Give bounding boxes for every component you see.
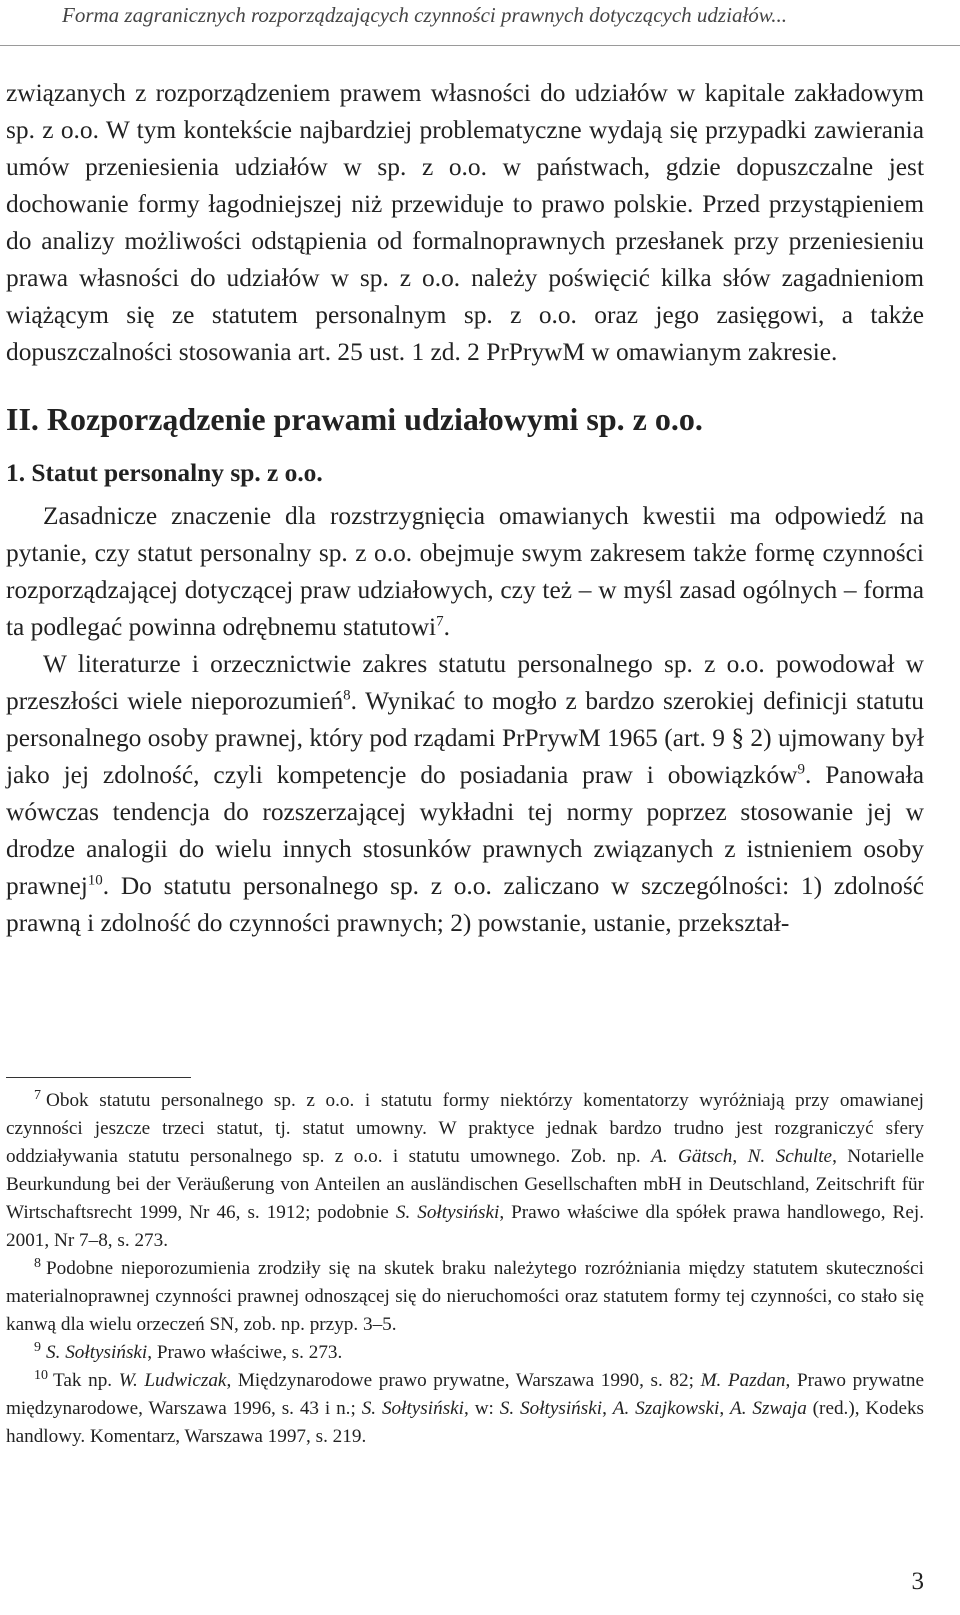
- author-name: S. Sołtysiński: [395, 1202, 500, 1223]
- footnote-text: Tak np.: [53, 1370, 119, 1391]
- footnote-rule: [6, 1077, 191, 1078]
- footnote-text: , Prawo prywatne międzynarodowe, Warszawa 1996, s. 43 i n.;: [6, 1370, 924, 1419]
- author-name: S. Sołtysiński: [361, 1398, 465, 1419]
- footnote-7: [6, 1087, 924, 1255]
- paragraph-text: . Wynikać to mogło z bardzo szerokiej definicji statutu personalnego osoby prawnej, który pod rządami PrPrywM 1965 (art. 9 § 2) ujmowany był jako jej zdolność, czyli kompetencje do posiadania praw i obowiązków: [6, 687, 924, 789]
- footnote-number: 10: [34, 1367, 48, 1383]
- footnote-ref-8[interactable]: 8: [343, 687, 351, 704]
- author-name: S. Sołtysiński: [499, 1398, 603, 1419]
- footnote-number: 7: [34, 1087, 41, 1103]
- paragraph-text: W literaturze i orzecznictwie zakres statutu personalnego sp. z o.o. powodował w przeszłości wiele nieporozumień: [6, 650, 924, 715]
- paragraph-text: . Panowała wówczas tendencja do rozszerzającej wykładni tej normy poprzez stosowanie jej w drodze analogii do wielu innych stosunków prawnych związanych z istnieniem osoby prawnej: [6, 761, 924, 900]
- footnote-text: , Międzynarodowe prawo prywatne, Warszawa 1990, s. 82;: [226, 1370, 701, 1391]
- section-heading: II. Rozporządzenie prawami udziałowymi sp. z o.o.: [6, 401, 703, 437]
- author-name: A. Szwaja: [730, 1398, 807, 1419]
- footnote-text: ,: [719, 1398, 731, 1419]
- footnote-text: , Prawo właściwe, s. 273.: [147, 1342, 343, 1363]
- subsection-heading: 1. Statut personalny sp. z o.o.: [6, 459, 323, 487]
- header-rule: [0, 45, 960, 46]
- footnote-text: ,: [602, 1398, 613, 1419]
- paragraph-intro: związanych z rozporządzeniem prawem własności do udziałów w kapitale zakładowym sp. z o.o. W tym kontekście najbardziej problematyczne wydają się przypadki zawierania umów przeniesienia udziałów w sp. z o.o. w państwach, gdzie dopuszczalne jest dochowanie formy łagodniejszej niż przewiduje to prawo polskie. Przed przystąpieniem do analizy możliwości odstąpienia od formalnoprawnych przesłanek przy przeniesieniu prawa własności do udziałów w sp. z o.o. należy poświęcić kilka słów zagadnieniom wiążącym się ze statutem personalnym sp. z o.o. oraz jego zasięgowi, a także dopuszczalności stosowania art. 25 ust. 1 zd. 2 PrPrywM w omawianym zakresie.: [6, 79, 924, 366]
- main-text: [6, 75, 924, 942]
- footnote-number: 8: [34, 1255, 41, 1271]
- author-name: S. Sołtysiński: [46, 1342, 148, 1363]
- footnote-text: ,: [732, 1146, 748, 1167]
- paragraph-text: . Do statutu personalnego sp. z o.o. zaliczano w szczególności: 1) zdolność prawną i zdolność do czynności prawnych; 2) powstanie, ustanie, przekształ-: [6, 872, 924, 937]
- footnote-text: (red.), Kodeks handlowy. Komentarz, Warszawa 1997, s. 219.: [6, 1398, 925, 1447]
- paragraph-literature: [6, 646, 924, 942]
- footnote-text: , Prawo właściwe dla spółek prawa handlowego, Rej. 2001, Nr 7–8, s. 273.: [6, 1202, 924, 1251]
- footnotes: [6, 1087, 924, 1451]
- footnote-9: [6, 1339, 924, 1367]
- author-name: M. Pazdan: [700, 1370, 786, 1391]
- paragraph-text: Zasadnicze znaczenie dla rozstrzygnięcia omawianych kwestii ma odpowiedź na pytanie, czy statut personalny sp. z o.o. obejmuje swym zakresem także formę czynności rozporządzającej dotyczącej praw udziałowych, czy też – w myśl zasad ogólnych – forma ta podlegać powinna odrębnemu statutowi: [6, 502, 924, 641]
- footnote-text: Podobne nieporozumienia zrodziły się na skutek braku należytego rozróżniania między statutem skuteczności materialnoprawnej czynności prawnej odnoszącej się do nieruchomości oraz statutem formy tej czynności, co stało się kanwą dla wielu orzeczeń SN, zob. np. przyp. 3–5.: [6, 1258, 924, 1335]
- footnote-10: [6, 1367, 924, 1451]
- footnote-text: , Notarielle Beurkundung bei der Veräußerung von Anteilen an ausländischen Gesellschaften mbH in Deutschland, Zeitschrift für Wirtschaftsrecht 1999, Nr 46, s. 1912; podobnie: [6, 1146, 924, 1223]
- author-name: A. Szajkowski: [612, 1398, 720, 1419]
- author-name: A. Gätsch: [651, 1146, 733, 1167]
- paragraph-text: .: [443, 613, 450, 641]
- running-head: Forma zagranicznych rozporządzających czynności prawnych dotyczących udziałów...: [62, 3, 787, 27]
- paragraph-statut: [6, 498, 924, 646]
- author-name: N. Schulte: [747, 1146, 833, 1167]
- footnote-ref-10[interactable]: 10: [87, 872, 103, 889]
- page-number: 3: [911, 1568, 924, 1595]
- footnote-ref-7[interactable]: 7: [436, 613, 444, 630]
- footnote-text: Obok statutu personalnego sp. z o.o. i statutu formy niektórzy komentatorzy wyróżniają przy omawianej czynności jeszcze trzeci statut, tj. statut umowny. W praktyce jednak bardzo trudno jest rozgraniczyć sfery oddziaływania statutu personalnego sp. z o.o. i statutu umownego. Zob. np.: [6, 1090, 924, 1167]
- footnote-ref-9[interactable]: 9: [797, 761, 806, 778]
- author-name: W. Ludwiczak: [118, 1370, 227, 1391]
- footnote-number: 9: [34, 1339, 41, 1355]
- footnote-text: , w:: [464, 1398, 500, 1419]
- footnote-8: [6, 1255, 924, 1339]
